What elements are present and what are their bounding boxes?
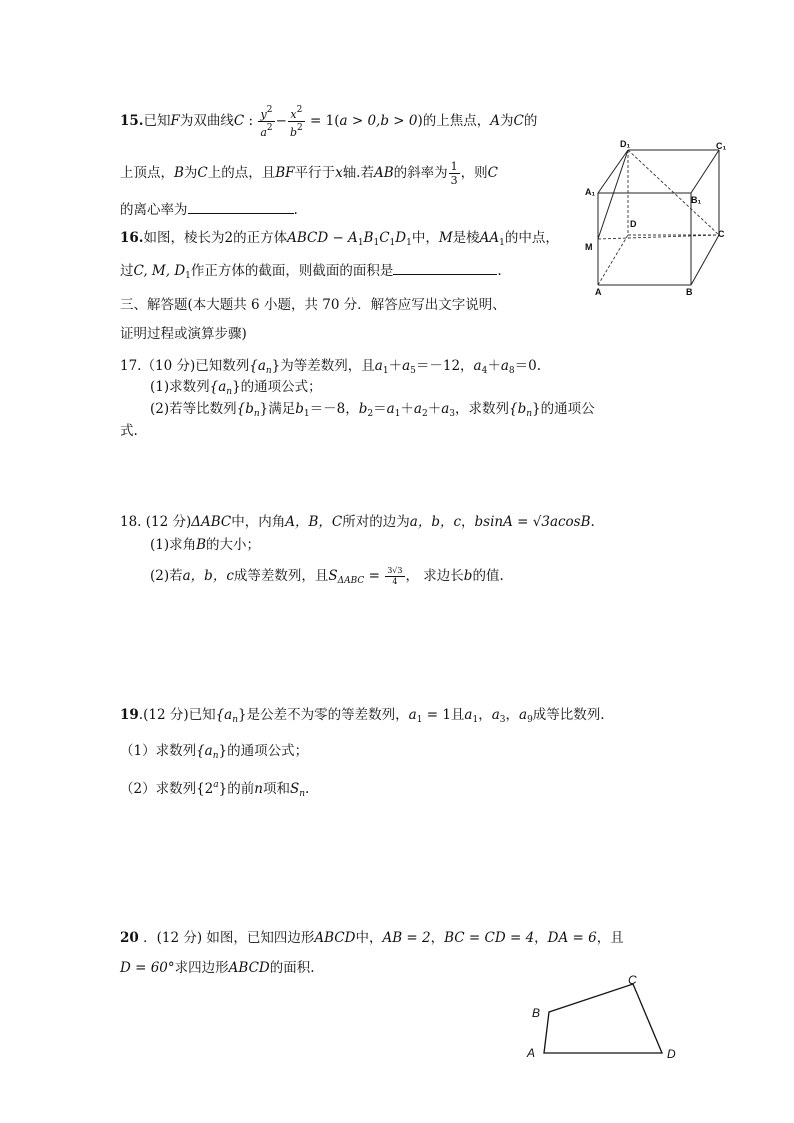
q15-number: 15.: [120, 113, 144, 129]
q16-line1: 16.如图，棱长为2的正方体ABCD − $A_1B_1C_1D_1$中，M是棱$AA_1$的中点，: [120, 230, 559, 248]
q18-part2: (2)若a，b，c成等差数列，且$S_{\Delta ABC}$ = $\frac{3√3}{4}$ ， 求边长b的值.: [150, 566, 504, 586]
quad-label-A: A: [527, 1046, 536, 1060]
q17-part2: (2)若等比数列$\{b_n\}$满足$b_1=-8$，$b_2=a_1+a_2+a_3$，求数列$\{b_n\}$的通项公: [150, 401, 595, 419]
q15-line3: 的离心率为 .: [120, 202, 298, 218]
q17-part2-cont: 式.: [120, 423, 138, 439]
label-D: D: [630, 219, 637, 229]
cube-edge-b1-c1: [691, 150, 719, 193]
label-A1: A₁: [585, 187, 596, 197]
cube-hidden-m-c: [598, 235, 719, 239]
quad-label-C: C: [628, 973, 637, 987]
q19-part1: （1）求数列$\{a_n\}$的通项公式；: [120, 743, 309, 761]
cube-edge-b-c: [691, 235, 719, 285]
q18-line1: 18. (12 分)ΔABC中，内角A，B，C所对的边为a，b，c，bsinA = √3acosB.: [120, 514, 595, 530]
label-M: M: [585, 242, 593, 252]
q19-part2: （2）求数列{2$^a$}的前n项和$S_n$.: [120, 780, 310, 799]
q17-line1: 17.（10 分)已知数列$\{a_n\}$为等差数列，且$a_1+a_5=-12$，$a_4+a_8=0$.: [120, 358, 542, 376]
q15-answer-blank: [188, 201, 294, 214]
q17-part1: (1)求数列$\{a_n\}$的通项公式；: [150, 379, 322, 397]
q15-hyperbola-frac-x: $\frac{x^2}{b^2}$: [289, 105, 303, 139]
label-C1: C₁: [716, 141, 727, 151]
label-A: A: [595, 287, 602, 297]
label-D1: D₁: [620, 139, 631, 149]
q20-line2: D = 60°求四边形ABCD的面积.: [120, 960, 315, 976]
label-B: B: [686, 287, 693, 297]
cube-edge-a1-d1: [598, 150, 628, 193]
label-B1: B₁: [691, 195, 702, 205]
cube-figure: [580, 138, 730, 303]
quadrilateral-abcd: [544, 984, 662, 1053]
q15-line2: 上顶点，B为C上的点，且BF平行于x轴.若AB的斜率为 $\frac{1}{3}$ ，则C: [120, 160, 498, 187]
q15-line1: 15.已知F为双曲线C : $\frac{y^2}{a^2}$ − $\frac{x^2}{b^2}$ = 1(a > 0,b > 0)的上焦点，A为C的: [120, 105, 538, 139]
q16-line2: 过C, M, $D_1$作正方体的截面，则截面的面积是 .: [120, 263, 502, 281]
section-header-line2: 证明过程或演算步骤): [120, 326, 247, 342]
q18-area-frac: $\frac{3√3}{4}$: [387, 566, 403, 586]
quad-label-D: D: [667, 1047, 676, 1061]
quadrilateral-figure: [520, 970, 690, 1070]
q15-hyperbola-frac-y: $\frac{y^2}{a^2}$: [260, 105, 273, 139]
q15-slope-frac: $\frac{1}{3}$: [450, 160, 458, 187]
q18-part1: (1)求角B的大小；: [150, 537, 261, 553]
cube-hidden-a-d: [598, 235, 628, 285]
q16-number: 16.: [120, 230, 144, 246]
label-C: C: [718, 229, 725, 239]
q19-line1: 19.(12 分)已知$\{a_n\}$是公差不为零的等差数列，$a_1 = 1$且$a_1$，$a_3$，$a_9$成等比数列.: [120, 707, 605, 725]
q16-answer-blank: [393, 262, 497, 275]
q20-line1: 20 ．(12 分) 如图，已知四边形ABCD中，AB = 2，BC = CD = 4，DA = 6，且: [120, 930, 624, 946]
quad-label-B: B: [532, 1006, 541, 1020]
section-header-line1: 三、解答题(本大题共 6 小题，共 70 分．解答应写出文字说明、: [120, 297, 506, 313]
cube-section-m-d1: [598, 150, 628, 239]
